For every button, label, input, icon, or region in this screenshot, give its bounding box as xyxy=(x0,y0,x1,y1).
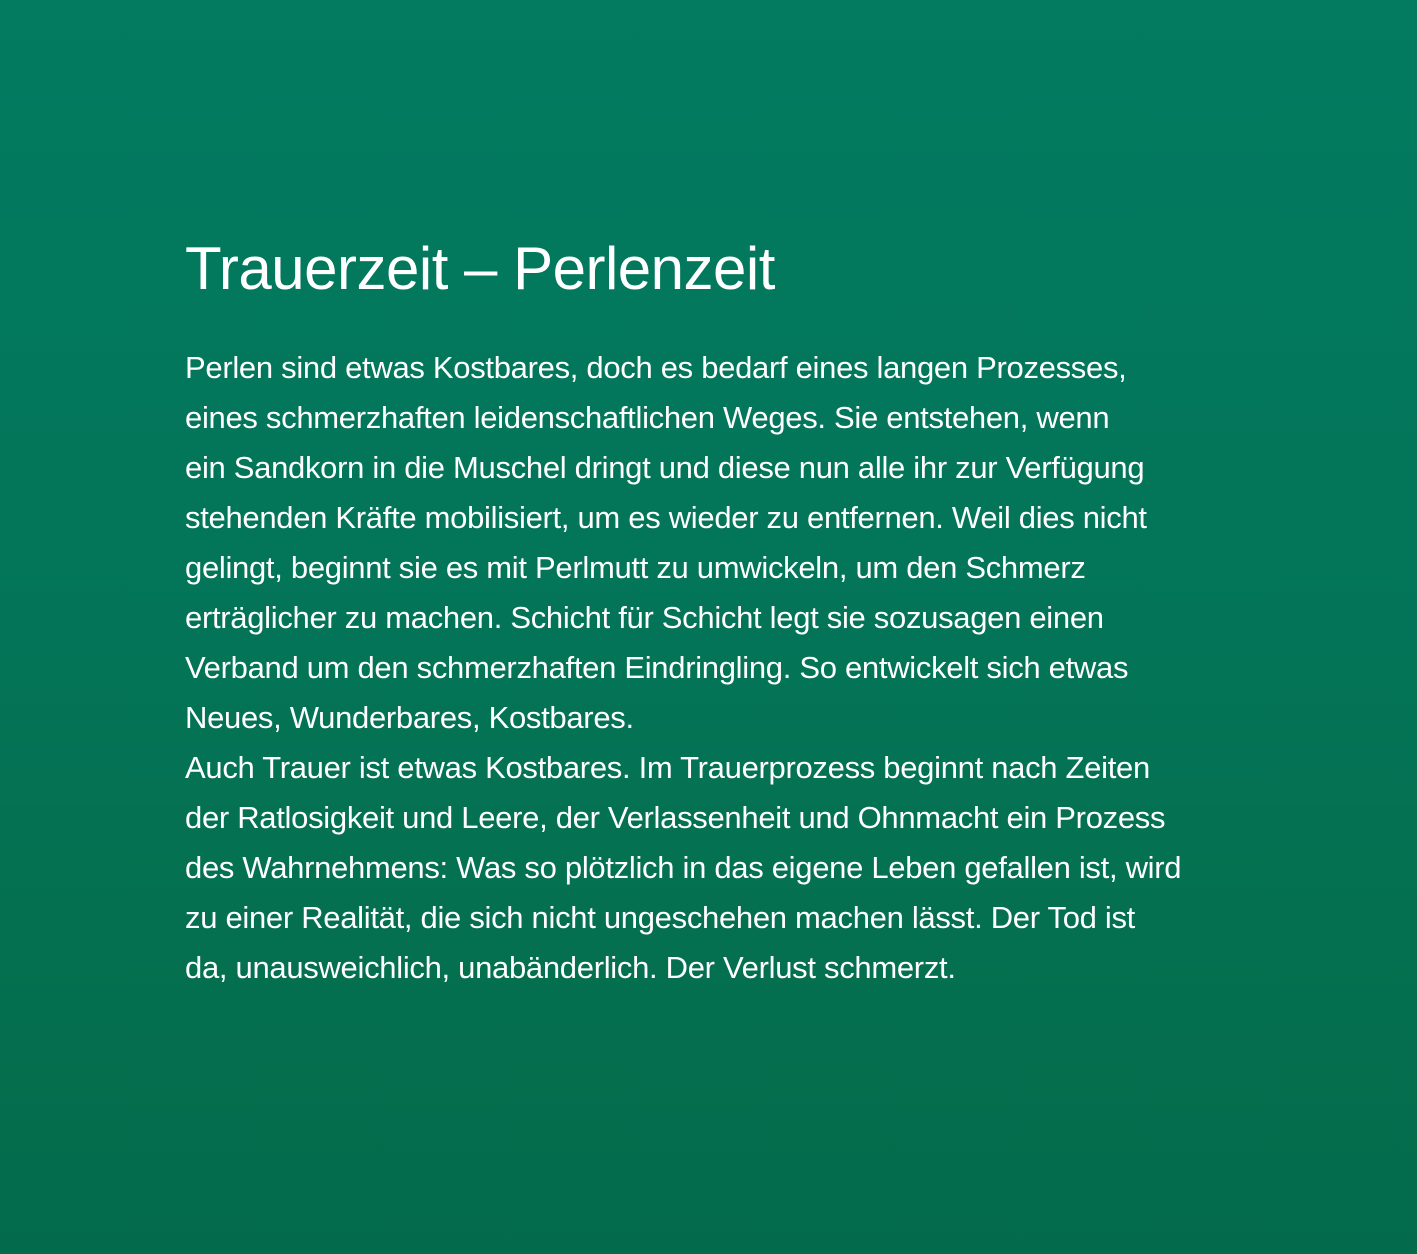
text-line: ein Sandkorn in die Muschel dringt und diese nun alle ihr zur Verfügung xyxy=(185,450,1145,485)
text-line: eines schmerzhaften leidenschaftlichen Weges. Sie entstehen, wenn xyxy=(185,400,1110,435)
body-text xyxy=(185,343,1285,993)
text-line: zu einer Realität, die sich nicht ungeschehen machen lässt. Der Tod ist xyxy=(185,900,1135,935)
text-line: Neues, Wunderbares, Kostbares. xyxy=(185,700,634,735)
text-line: erträglicher zu machen. Schicht für Schicht legt sie sozusagen einen xyxy=(185,600,1104,635)
text-line: des Wahrnehmens: Was so plötzlich in das eigene Leben gefallen ist, wird xyxy=(185,850,1182,885)
text-line: da, unausweichlich, unabänderlich. Der Verlust schmerzt. xyxy=(185,950,956,985)
page-title: Trauerzeit – Perlenzeit xyxy=(185,235,775,302)
text-line: Auch Trauer ist etwas Kostbares. Im Trauerprozess beginnt nach Zeiten xyxy=(185,750,1150,785)
text-line: der Ratlosigkeit und Leere, der Verlassenheit und Ohnmacht ein Prozess xyxy=(185,800,1166,835)
text-line: gelingt, beginnt sie es mit Perlmutt zu umwickeln, um den Schmerz xyxy=(185,550,1086,585)
text-line: Verband um den schmerzhaften Eindringling. So entwickelt sich etwas xyxy=(185,650,1129,685)
text-line: Perlen sind etwas Kostbares, doch es bedarf eines langen Prozesses, xyxy=(185,350,1127,385)
text-line: stehenden Kräfte mobilisiert, um es wieder zu entfernen. Weil dies nicht xyxy=(185,500,1147,535)
